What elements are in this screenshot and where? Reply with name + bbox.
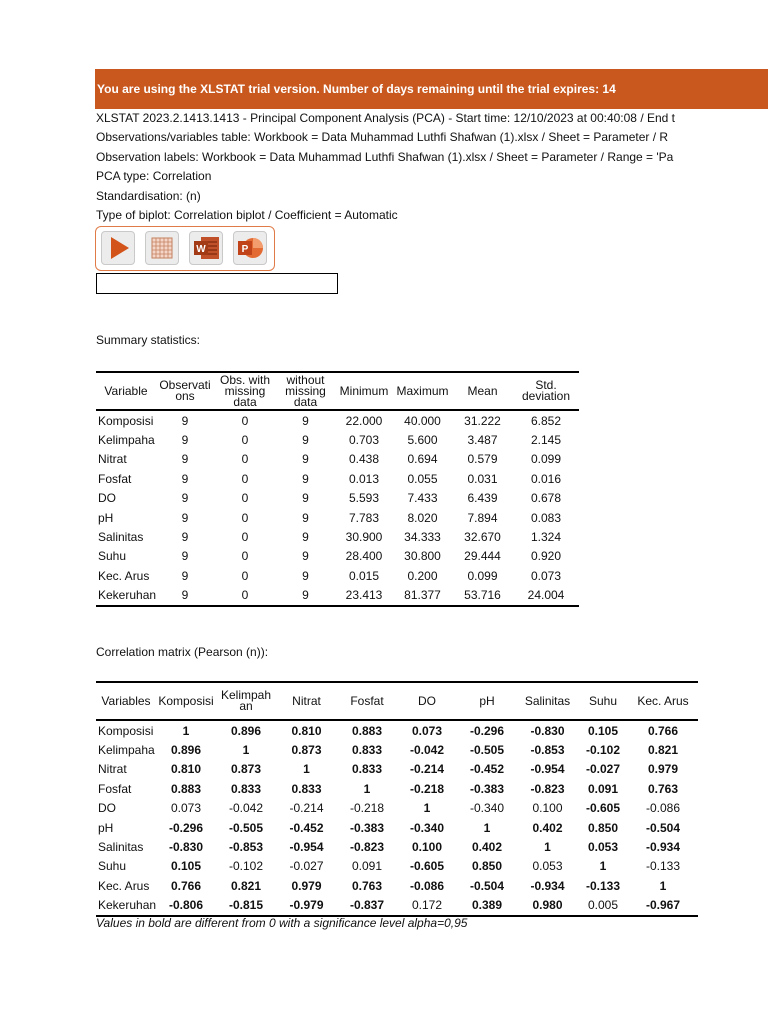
- correlation-cell: 1: [242, 743, 250, 758]
- correlation-cell: -0.027: [585, 762, 621, 777]
- summary-row-label: Salinitas: [98, 530, 144, 545]
- correlation-table: [96, 681, 698, 917]
- summary-row: [96, 430, 579, 449]
- correlation-cell: -0.853: [530, 743, 565, 758]
- summary-cell: 30.800: [404, 549, 441, 564]
- summary-cell: 0.055: [407, 471, 438, 486]
- summary-cell: 40.000: [404, 413, 441, 428]
- correlation-cell: 0.810: [170, 762, 202, 777]
- correlation-cell: 0.883: [351, 723, 383, 738]
- summary-cell: 7.783: [348, 510, 380, 525]
- correlation-cell: -0.218: [349, 801, 385, 816]
- summary-cell: 0.099: [467, 568, 498, 583]
- correlation-cell: 0.105: [587, 723, 619, 738]
- correlation-cell: -0.815: [216, 896, 276, 916]
- correlation-cell: 0.979: [291, 878, 322, 893]
- correlation-cell: -0.102: [585, 743, 621, 758]
- correlation-cell: 0.850: [471, 859, 503, 874]
- correlation-header: Suhu: [578, 682, 628, 720]
- summary-cell: 9: [302, 471, 309, 486]
- summary-cell: 0.015: [348, 568, 380, 583]
- correlation-cell: -0.214: [289, 801, 324, 816]
- correlation-row-label: pH: [98, 820, 114, 835]
- correlation-cell: -0.853: [228, 840, 264, 855]
- correlation-cell: 0.979: [647, 762, 679, 777]
- info-line-table: Observations/variables table: Workbook = Data Muhammad Luthfi Shafwan (1).xlsx / Sheet = Parameter / R: [96, 130, 669, 145]
- correlation-row-label: Nitrat: [98, 762, 127, 777]
- grid-button[interactable]: [145, 231, 179, 265]
- summary-row: [96, 450, 579, 469]
- correlation-cell: -0.296: [168, 820, 204, 835]
- correlation-cell: 1: [599, 859, 607, 874]
- ppt-letter: P: [241, 244, 249, 255]
- summary-row: [96, 527, 579, 546]
- summary-header: Variable: [96, 372, 156, 410]
- correlation-cell: 0.766: [647, 723, 679, 738]
- summary-cell: 0: [241, 568, 249, 583]
- summary-cell: 0.083: [530, 510, 562, 525]
- correlation-cell: 1: [182, 723, 190, 738]
- summary-row: [96, 410, 579, 430]
- trial-banner: You are using the XLSTAT trial version. Number of days remaining until the trial expires: 14: [95, 69, 768, 109]
- summary-cell: 9: [181, 452, 189, 467]
- summary-row-label: Fosfat: [98, 471, 132, 486]
- correlation-cell: 0.763: [351, 878, 383, 893]
- analysis-info: [96, 109, 768, 225]
- summary-cell: 0.694: [407, 452, 438, 467]
- correlation-cell: 0.873: [230, 762, 262, 777]
- correlation-header: Kelimpah an: [216, 682, 276, 720]
- summary-cell: 0.678: [530, 491, 562, 506]
- play-button[interactable]: [101, 231, 135, 265]
- summary-header: Obs. with missing data: [214, 372, 276, 410]
- summary-cell: 53.716: [452, 586, 513, 606]
- summary-cell: 9: [181, 471, 189, 486]
- correlation-cell: 0.005: [578, 896, 628, 916]
- correlation-cell: -0.133: [585, 878, 621, 893]
- summary-cell: 31.222: [464, 413, 501, 428]
- summary-cell: 0.703: [348, 433, 380, 448]
- correlation-cell: -0.102: [228, 859, 264, 874]
- correlation-cell: 1: [483, 820, 491, 835]
- summary-row: [96, 508, 579, 527]
- correlation-cell: -0.830: [168, 840, 204, 855]
- xlstat-toolbar: [95, 226, 275, 271]
- summary-cell: 9: [181, 491, 189, 506]
- correlation-row: [96, 837, 698, 856]
- correlation-row-label: Kekeruhan: [96, 896, 156, 916]
- summary-cell: 0: [241, 491, 249, 506]
- summary-cell: 0.013: [348, 471, 380, 486]
- summary-row-label: Kec. Arus: [98, 568, 150, 583]
- summary-cell: 0.099: [530, 452, 562, 467]
- summary-cell: 9: [156, 586, 214, 606]
- correlation-cell: -0.133: [645, 859, 681, 874]
- correlation-cell: 0.073: [170, 801, 202, 816]
- correlation-cell: 0.833: [230, 781, 262, 796]
- info-line-standardisation: Standardisation: (n): [96, 188, 201, 203]
- correlation-cell: -0.027: [289, 859, 324, 874]
- correlation-cell: 0.402: [471, 840, 503, 855]
- correlation-cell: -0.042: [228, 801, 264, 816]
- summary-cell: 0: [241, 549, 249, 564]
- correlation-cell: 0.883: [170, 781, 202, 796]
- significance-note: Values in bold are different from 0 with a significance level alpha=0,95: [96, 916, 468, 930]
- correlation-cell: -0.218: [409, 781, 445, 796]
- summary-header: Maximum: [393, 372, 452, 410]
- correlation-row-label: Suhu: [98, 859, 127, 874]
- correlation-cell: -0.823: [530, 781, 565, 796]
- correlation-cell: 0.100: [411, 840, 443, 855]
- summary-header: Std. deviation: [513, 372, 579, 410]
- summary-cell: 0.438: [348, 452, 380, 467]
- correlation-cell: 1: [303, 762, 310, 777]
- summary-cell: 0.200: [407, 568, 438, 583]
- summary-cell: 9: [181, 549, 189, 564]
- correlation-cell: 1: [659, 878, 667, 893]
- summary-header: Observati ons: [156, 372, 214, 410]
- summary-row-label: Nitrat: [98, 452, 127, 467]
- empty-cell-box: [96, 273, 338, 294]
- correlation-cell: 0.980: [517, 896, 578, 916]
- correlation-cell: -0.934: [530, 878, 565, 893]
- summary-cell: 5.593: [348, 491, 380, 506]
- correlation-cell: -0.042: [409, 743, 445, 758]
- summary-title: Summary statistics:: [96, 333, 201, 347]
- summary-cell: 23.413: [335, 586, 393, 606]
- correlation-cell: -0.296: [469, 723, 505, 738]
- correlation-cell: -0.504: [469, 878, 505, 893]
- grid-icon: [147, 233, 177, 263]
- summary-row: [96, 586, 579, 606]
- summary-cell: 0: [241, 413, 249, 428]
- summary-cell: 9: [302, 433, 309, 448]
- correlation-row: [96, 876, 698, 895]
- correlation-cell: 0.073: [411, 723, 443, 738]
- summary-cell: 1.324: [530, 530, 562, 545]
- correlation-cell: -0.340: [469, 801, 505, 816]
- summary-row-label: DO: [98, 491, 116, 506]
- correlation-row: [96, 779, 698, 798]
- summary-cell: 7.433: [407, 491, 438, 506]
- correlation-cell: 0.172: [397, 896, 457, 916]
- correlation-cell: 0.833: [351, 762, 383, 777]
- summary-header: Mean: [452, 372, 513, 410]
- correlation-row: [96, 740, 698, 759]
- summary-cell: 0.920: [530, 549, 562, 564]
- correlation-cell: -0.830: [530, 723, 565, 738]
- summary-cell: 9: [302, 491, 309, 506]
- correlation-cell: 0.833: [291, 781, 322, 796]
- correlation-cell: 1: [544, 840, 551, 855]
- correlation-header: DO: [397, 682, 457, 720]
- summary-cell: 0.073: [530, 568, 562, 583]
- correlation-cell: -0.086: [645, 801, 681, 816]
- summary-cell: 81.377: [393, 586, 452, 606]
- correlation-cell: -0.214: [409, 762, 445, 777]
- info-line-labels: Observation labels: Workbook = Data Muhammad Luthfi Shafwan (1).xlsx / Sheet = Parameter / Range = 'Pa: [96, 149, 674, 164]
- correlation-header: Variables: [96, 682, 156, 720]
- correlation-row: [96, 720, 698, 740]
- summary-cell: 0: [241, 471, 249, 486]
- correlation-row-label: Kelimpaha: [98, 743, 155, 758]
- correlation-cell: 0.091: [587, 781, 619, 796]
- correlation-header: Salinitas: [517, 682, 578, 720]
- correlation-cell: 0.402: [532, 820, 563, 835]
- summary-row: [96, 469, 579, 488]
- summary-table: [96, 371, 579, 607]
- summary-cell: 9: [181, 568, 189, 583]
- correlation-row-label: Kec. Arus: [98, 878, 150, 893]
- export-powerpoint-button[interactable]: [233, 231, 267, 265]
- summary-cell: 9: [276, 586, 335, 606]
- summary-cell: 0: [241, 510, 249, 525]
- summary-cell: 32.670: [464, 530, 501, 545]
- correlation-cell: 0.389: [457, 896, 517, 916]
- play-icon: [103, 233, 133, 263]
- summary-cell: 0: [241, 530, 249, 545]
- correlation-header: Fosfat: [337, 682, 397, 720]
- summary-cell: 0: [241, 452, 249, 467]
- summary-cell: 9: [181, 433, 189, 448]
- correlation-row-label: Fosfat: [98, 781, 132, 796]
- summary-cell: 9: [302, 510, 309, 525]
- summary-row-label: Suhu: [98, 549, 127, 564]
- correlation-cell: -0.452: [469, 762, 505, 777]
- correlation-row: [96, 818, 698, 837]
- correlation-cell: 0.105: [170, 859, 202, 874]
- correlation-row-label: Komposisi: [98, 723, 154, 738]
- correlation-header: Komposisi: [156, 682, 216, 720]
- correlation-cell: -0.934: [645, 840, 681, 855]
- summary-row-label: Kekeruhan: [96, 586, 156, 606]
- correlation-cell: -0.452: [289, 820, 324, 835]
- correlation-cell: -0.383: [469, 781, 505, 796]
- correlation-row: [96, 799, 698, 818]
- summary-cell: 0.579: [467, 452, 498, 467]
- summary-cell: 6.439: [467, 491, 498, 506]
- summary-cell: 30.900: [345, 530, 383, 545]
- summary-cell: 22.000: [345, 413, 383, 428]
- summary-cell: 0.031: [467, 471, 498, 486]
- correlation-row: [96, 896, 698, 916]
- summary-cell: 8.020: [407, 510, 438, 525]
- correlation-cell: 0.850: [587, 820, 619, 835]
- word-icon: [191, 233, 221, 263]
- powerpoint-icon: [235, 233, 265, 263]
- correlation-cell: -0.383: [349, 820, 385, 835]
- summary-cell: 2.145: [530, 433, 562, 448]
- summary-cell: 9: [302, 549, 309, 564]
- correlation-cell: -0.806: [156, 896, 216, 916]
- summary-cell: 9: [181, 510, 189, 525]
- correlation-cell: 0.873: [291, 743, 322, 758]
- word-letter: W: [196, 244, 206, 255]
- summary-cell: 0.016: [530, 471, 562, 486]
- summary-cell: 0: [214, 586, 276, 606]
- correlation-cell: 0.766: [170, 878, 202, 893]
- correlation-cell: 0.100: [532, 801, 563, 816]
- info-line-version: XLSTAT 2023.2.1413.1413 - Principal Component Analysis (PCA) - Start time: 12/10/2023 at 00:40:08 / End t: [96, 111, 675, 125]
- summary-cell: 0: [241, 433, 249, 448]
- correlation-cell: -0.954: [289, 840, 324, 855]
- summary-header: without missing data: [276, 372, 335, 410]
- summary-cell: 6.852: [530, 413, 562, 428]
- summary-row-label: Kelimpaha: [98, 433, 155, 448]
- correlation-cell: -0.505: [228, 820, 264, 835]
- correlation-cell: -0.086: [409, 878, 445, 893]
- summary-cell: 34.333: [404, 530, 441, 545]
- correlation-cell: -0.605: [409, 859, 445, 874]
- summary-cell: 3.487: [467, 433, 498, 448]
- correlation-cell: 0.896: [230, 723, 262, 738]
- correlation-cell: -0.837: [337, 896, 397, 916]
- correlation-cell: 0.763: [647, 781, 679, 796]
- correlation-cell: -0.340: [409, 820, 445, 835]
- correlation-cell: 0.896: [170, 743, 202, 758]
- correlation-cell: 0.810: [291, 723, 322, 738]
- correlation-cell: 0.053: [587, 840, 619, 855]
- correlation-cell: 0.833: [351, 743, 383, 758]
- export-word-button[interactable]: [189, 231, 223, 265]
- summary-cell: 9: [181, 530, 189, 545]
- correlation-header: Kec. Arus: [628, 682, 698, 720]
- correlation-cell: -0.954: [530, 762, 565, 777]
- summary-cell: 28.400: [345, 549, 383, 564]
- correlation-cell: 0.053: [532, 859, 563, 874]
- correlation-row: [96, 760, 698, 779]
- correlation-title: Correlation matrix (Pearson (n)):: [96, 645, 269, 659]
- correlation-header: Nitrat: [276, 682, 337, 720]
- correlation-row-label: DO: [98, 801, 116, 816]
- correlation-cell: -0.979: [276, 896, 337, 916]
- correlation-row: [96, 857, 698, 876]
- summary-cell: 9: [302, 530, 309, 545]
- summary-row-label: Komposisi: [98, 413, 154, 428]
- summary-cell: 29.444: [464, 549, 501, 564]
- summary-cell: 5.600: [407, 433, 438, 448]
- correlation-cell: 1: [363, 781, 371, 796]
- correlation-row-label: Salinitas: [98, 840, 144, 855]
- summary-cell: 7.894: [467, 510, 498, 525]
- correlation-cell: 0.821: [647, 743, 679, 758]
- correlation-header: pH: [457, 682, 517, 720]
- summary-row: [96, 547, 579, 566]
- summary-row-label: pH: [98, 510, 114, 525]
- correlation-cell: -0.504: [645, 820, 681, 835]
- correlation-cell: -0.505: [469, 743, 505, 758]
- info-line-biplot: Type of biplot: Correlation biplot / Coefficient = Automatic: [96, 207, 398, 222]
- summary-cell: 9: [302, 413, 309, 428]
- summary-row: [96, 489, 579, 508]
- summary-header: Minimum: [335, 372, 393, 410]
- summary-cell: 9: [302, 452, 309, 467]
- summary-cell: 9: [181, 413, 189, 428]
- correlation-cell: 1: [423, 801, 431, 816]
- summary-cell: 9: [302, 568, 309, 583]
- summary-cell: 24.004: [513, 586, 579, 606]
- correlation-cell: 0.091: [351, 859, 383, 874]
- correlation-cell: 0.821: [230, 878, 262, 893]
- correlation-cell: -0.967: [628, 896, 698, 916]
- info-line-pca-type: PCA type: Correlation: [96, 169, 212, 184]
- correlation-cell: -0.823: [349, 840, 385, 855]
- summary-row: [96, 566, 579, 585]
- correlation-cell: -0.605: [585, 801, 621, 816]
